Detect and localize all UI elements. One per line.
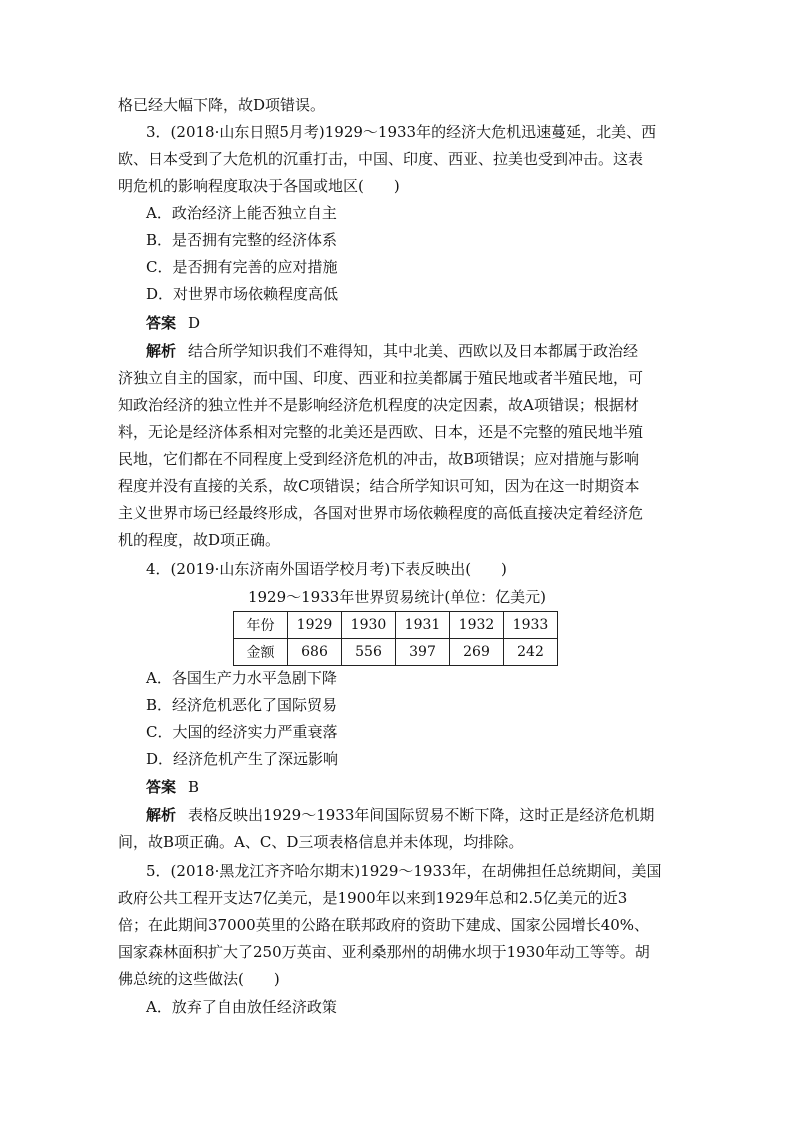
text-line: 间，故B项正确。A、C、D三项表格信息并未体现，均排除。 — [118, 833, 524, 851]
option-a: A．各国生产力水平急剧下降 — [146, 669, 337, 687]
text-line: 倍；在此期间37000英里的公路在联邦政府的资助下建成、国家公园增长40%、 — [118, 916, 650, 934]
text-line: 佛总统的这些做法( ) — [118, 970, 280, 988]
table-cell: 年份 — [234, 612, 288, 639]
option-b: B．经济危机恶化了国际贸易 — [146, 696, 338, 714]
text-line: 知政治经济的独立性并不是影响经济危机程度的决定因素，故A项错误；根据材 — [118, 396, 639, 414]
question-4-stem: 4．(2019·山东济南外国语学校月考)下表反映出( ) — [146, 560, 507, 578]
answer-label: 答案 — [146, 778, 177, 796]
text-line: 程度并没有直接的关系，故C项错误；结合所学知识可知，因为在这一时期资本 — [118, 477, 640, 495]
answer-value: B — [188, 778, 200, 796]
table-row — [234, 612, 558, 639]
option-d: D．经济危机产生了深远影响 — [146, 750, 339, 768]
table-cell: 1933 — [504, 612, 558, 639]
table-cell: 397 — [396, 639, 450, 666]
option-d: D．对世界市场依赖程度高低 — [146, 285, 339, 303]
table-cell: 金额 — [234, 639, 288, 666]
answer-line — [146, 776, 706, 798]
analysis-label: 解析 — [146, 342, 177, 360]
analysis-label: 解析 — [146, 806, 177, 824]
text-line: 料，无论是经济体系相对完整的北美还是西欧、日本，还是不完整的殖民地半殖 — [118, 423, 644, 441]
text-line: 格已经大幅下降，故D项错误。 — [118, 96, 326, 114]
table-row — [234, 639, 558, 666]
option-c: C．大国的经济实力严重衰落 — [146, 723, 338, 741]
text-line: 机的程度，故D项正确。 — [118, 531, 281, 549]
text-line: 济独立自主的国家，而中国、印度、西亚和拉美都属于殖民地或者半殖民地，可 — [118, 369, 644, 387]
table-cell: 1929 — [288, 612, 342, 639]
question-3-stem: 3．(2018·山东日照5月考)1929～1933年的经济大危机迅速蔓延，北美、西 — [146, 123, 657, 141]
analysis-line: 解析 结合所学知识我们不难得知，其中北美、西欧以及日本都属于政治经 — [146, 342, 639, 360]
table-title: 1929～1933年世界贸易统计(单位：亿美元) — [247, 588, 547, 606]
text-line: 政府公共工程开支达7亿美元，是1900年以来到1929年总和2.5亿美元的近3 — [118, 889, 628, 907]
table-cell: 242 — [504, 639, 558, 666]
text-line: 明危机的影响程度取决于各国或地区( ) — [118, 177, 400, 195]
answer-line — [146, 312, 706, 334]
answer-label: 答案 — [146, 314, 177, 332]
table-cell: 1930 — [342, 612, 396, 639]
text-line: 民地，它们都在不同程度上受到经济危机的冲击，故B项错误；应对措施与影响 — [118, 450, 640, 468]
text-line: 国家森林面积扩大了250万英亩、亚利桑那州的胡佛水坝于1930年动工等等。胡 — [118, 943, 650, 961]
question-5-stem: 5．(2018·黑龙江齐齐哈尔期末)1929～1933年，在胡佛担任总统期间，美国 — [146, 862, 662, 880]
text-line: 欧、日本受到了大危机的沉重打击，中国、印度、西亚、拉美也受到冲击。这表 — [118, 150, 644, 168]
table-cell: 1932 — [450, 612, 504, 639]
text-line: 主义世界市场已经最终形成，各国对世界市场依赖程度的高低直接决定着经济危 — [118, 504, 644, 522]
trade-table — [233, 611, 558, 666]
answer-value: D — [188, 314, 201, 332]
option-a: A．放弃了自由放任经济政策 — [146, 998, 337, 1016]
analysis-line: 解析 表格反映出1929～1933年间国际贸易不断下降，这时正是经济危机期 — [146, 806, 655, 824]
option-b: B．是否拥有完整的经济体系 — [146, 231, 338, 249]
table-cell: 686 — [288, 639, 342, 666]
table-cell: 1931 — [396, 612, 450, 639]
table-cell: 269 — [450, 639, 504, 666]
table-cell: 556 — [342, 639, 396, 666]
option-a: A．政治经济上能否独立自主 — [146, 204, 337, 222]
option-c: C．是否拥有完善的应对措施 — [146, 258, 338, 276]
